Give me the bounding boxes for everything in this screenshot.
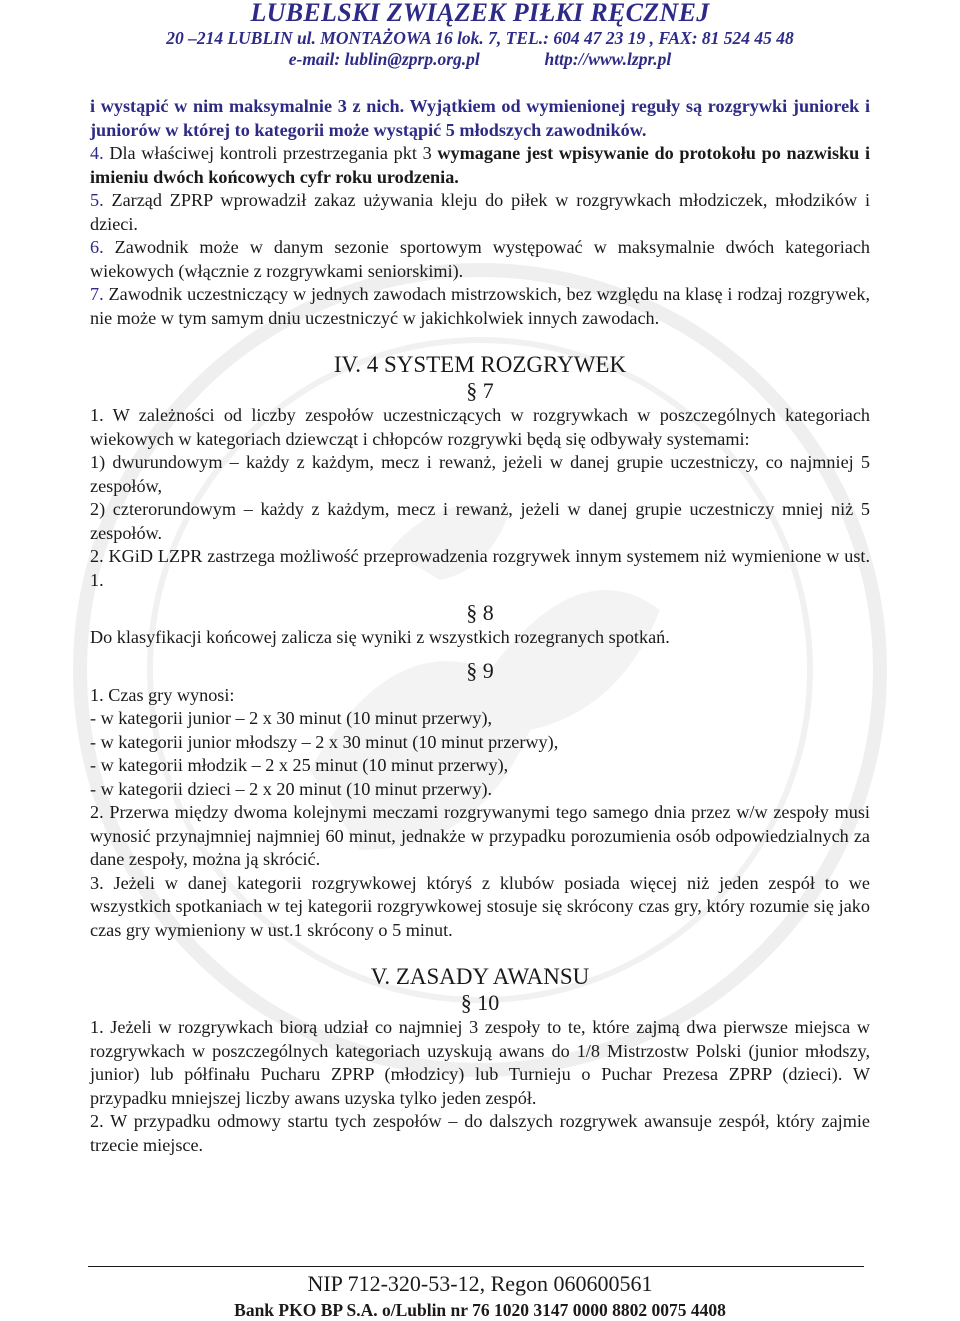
point-6-text: Zawodnik może w danym sezonie sportowym występować w maksymalnie dwóch kategoriach wiekowych (włącznie z rozgrywkami seniorskimi).: [90, 237, 870, 281]
footer-nip-regon: NIP 712-320-53-12, Regon 060600561: [307, 1271, 653, 1296]
section-v-heading: V. ZASADY AWANSU: [370, 964, 590, 989]
list-item: - w kategorii junior młodszy – 2 x 30 minut (10 minut przerwy),: [90, 731, 559, 752]
contact-line: [0, 49, 960, 70]
section-9-item-3: 3. Jeżeli w danej kategorii rozgrywkowej któryś z klubów posiada więcej niż jeden zespół to we wszystkich spotkaniach w tej kategorii rozgrywkowej stosuje się skrócony czas gry, który rozumie się jako czas gry wymieniony w ust.1 skrócony o 5 minut.: [90, 872, 870, 940]
section-9-item-1: 1. Czas gry wynosi:: [90, 684, 235, 705]
list-item: - w kategorii junior – 2 x 30 minut (10 minut przerwy),: [90, 708, 493, 728]
point-5-number: 5.: [90, 190, 104, 210]
continued-paragraph: i wystąpić w nim maksymalnie 3 z nich. Wyjątkiem od wymienionej reguły są rozgrywki juniorek i juniorów w której to kategorii może wystąpić 5 młodszych zawodników.: [90, 96, 870, 140]
point-5-text: Zarząd ZPRP wprowadził zakaz używania kleju do piłek w rozgrywkach młodziczek, młodzików i dzieci.: [90, 190, 870, 234]
list-item: - w kategorii młodzik – 2 x 25 minut (10 minut przerwy),: [90, 755, 509, 775]
paragraph-10-heading: § 10: [460, 990, 500, 1015]
section-7-item-2: 2. KGiD LZPR zastrzega możliwość przeprowadzenia rozgrywek innym systemem niż wymienione w ust. 1.: [90, 546, 870, 590]
organization-address: 20 –214 LUBLIN ul. MONTAŻOWA 16 lok. 7, TEL.: 604 47 23 19 , FAX: 81 524 45 48: [166, 28, 794, 48]
section-7-item-1b: 2) czterorundowym – każdy z każdym, mecz i rewanż, jeżeli w danej grupie uczestniczy mniej niż 5 zespołów.: [90, 499, 870, 543]
point-7-text: Zawodnik uczestniczący w jednych zawodach mistrzowskich, bez względu na klasę i rodzaj rozgrywek, nie może w tym samym dniu uczestniczyć w jakichkolwiek innych zawodach.: [90, 284, 870, 328]
section-10-item-1: 1. Jeżeli w rozgrywkach biorą udział co najmniej 3 zespoły to te, które zajmą dwa pierwsze miejsca w rozgrywkach w poszczególnych kategoriach uzyskują awans do 1/8 Mistrzostw Polski (junior młodszy, junior) lub półfinału Pucharu ZPRP (młodzicy) lub Turnieju o Puchar Prezesa ZPRP (dzieci). W przypadku mniejszej liczby awans uzyska tylko jeden zespół.: [90, 1017, 870, 1108]
email-label: e-mail:: [288, 49, 341, 69]
footer-bank-account: Bank PKO BP S.A. o/Lublin nr 76 1020 3147 0000 8802 0075 4408: [234, 1300, 726, 1320]
section-iv-heading: IV. 4 SYSTEM ROZGRYWEK: [333, 352, 627, 377]
point-6-number: 6.: [90, 237, 104, 257]
organization-title: LUBELSKI ZWIĄZEK PIŁKI RĘCZNEJ: [250, 0, 710, 27]
point-4-bold-text: wymagane jest wpisywanie do protokołu po nazwisku i imieniu dwóch końcowych cyfr roku urodzenia.: [90, 143, 870, 187]
point-7: [90, 283, 870, 330]
section-8-text: Do klasyfikacji końcowej zalicza się wyniki z wszystkich rozegranych spotkań.: [90, 627, 670, 647]
point-6: [90, 236, 870, 283]
list-item: - w kategorii dzieci – 2 x 20 minut (10 minut przerwy).: [90, 778, 493, 799]
point-5: [90, 189, 870, 236]
document-body: [90, 95, 870, 1157]
point-4: [90, 142, 870, 189]
footer-divider: [88, 1266, 864, 1267]
section-7-item-1: 1. W zależności od liczby zespołów uczestniczących w rozgrywkach w poszczególnych kategoriach wiekowych w kategoriach dziewcząt i chłopców rozgrywki będą się odbywały systemami:: [90, 405, 870, 449]
paragraph-7-heading: § 7: [466, 378, 494, 403]
website-link[interactable]: http://www.lzpr.pl: [544, 49, 672, 69]
section-10-item-2: 2. W przypadku odmowy startu tych zespołów – do dalszych rozgrywek awansuje zespół, który zajmie trzecie miejsce.: [90, 1111, 870, 1155]
point-7-number: 7.: [90, 284, 104, 304]
letterhead: [0, 0, 960, 70]
email-link[interactable]: lublin@zprp.org.pl: [344, 49, 480, 69]
section-7-item-1a: 1) dwurundowym – każdy z każdym, mecz i rewanż, jeżeli w danej grupie uczestniczy, co najmniej 5 zespołów,: [90, 452, 870, 496]
point-4-text: Dla właściwej kontroli przestrzegania pkt 3: [103, 143, 438, 163]
point-4-number: 4.: [90, 143, 104, 163]
paragraph-9-heading: § 9: [466, 657, 494, 683]
section-9-item-2: 2. Przerwa między dwoma kolejnymi meczami rozgrywanymi tego samego dnia przez w/w zespoły musi wynosić przynajmniej najmniej 60 minut, jednakże w przypadku porozumienia osób odpowiedzialnych za dane zespoły, można ją skrócić.: [90, 802, 870, 869]
paragraph-8-heading: § 8: [466, 600, 494, 625]
